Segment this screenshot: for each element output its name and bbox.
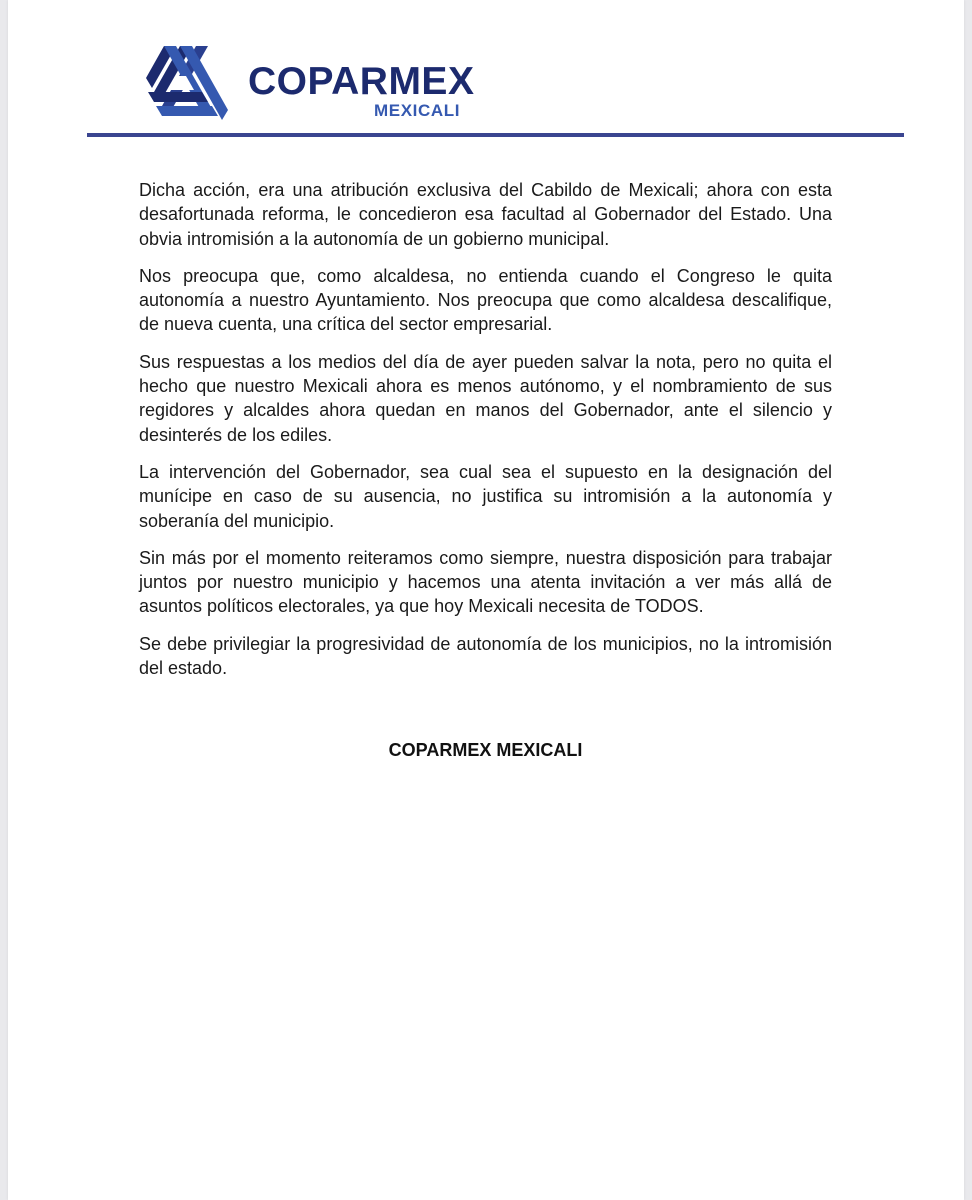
paragraph: Se debe privilegiar la progresividad de autonomía de los municipios, no la intromisión del estado. xyxy=(139,633,832,679)
paragraph: Sus respuestas a los medios del día de ayer pueden salvar la nota, pero no quita el hecho que nuestro Mexicali ahora es menos autónomo, y el nombramiento de sus regidores y alcaldes ahora quedan en manos del Gobernador, ante el silencio y desinterés de los ediles. xyxy=(139,351,832,445)
paragraph: Dicha acción, era una atribución exclusiva del Cabildo de Mexicali; ahora con esta desafortunada reforma, le concedieron esa facultad al Gobernador del Estado. Una obvia intromisión a la autonomía de un gobierno municipal. xyxy=(139,180,832,249)
coparmex-triangle-logo-icon xyxy=(140,44,230,120)
signature: COPARMEX MEXICALI xyxy=(388,740,583,760)
letter-body xyxy=(139,178,832,693)
document-page xyxy=(8,0,964,1200)
brand-city: MEXICALI xyxy=(374,101,461,120)
paragraph: Nos preocupa que, como alcaldesa, no entienda cuando el Congreso le quita autonomía a nuestro Ayuntamiento. Nos preocupa que como alcaldesa descalifique, de nueva cuenta, una crítica del sector empresarial. xyxy=(139,265,832,335)
header-divider xyxy=(87,133,904,137)
brand-name: COPARMEX xyxy=(248,60,475,103)
paragraph: Sin más por el momento reiteramos como siempre, nuestra disposición para trabajar juntos por nuestro municipio y hacemos una atenta invitación a ver más allá de asuntos políticos electorales, ya que hoy Mexicali necesita de TODOS. xyxy=(139,547,832,617)
paragraph: La intervención del Gobernador, sea cual sea el supuesto en la designación del munícipe en caso de su ausencia, no justifica su intromisión a la autonomía y soberanía del municipio. xyxy=(139,461,832,531)
